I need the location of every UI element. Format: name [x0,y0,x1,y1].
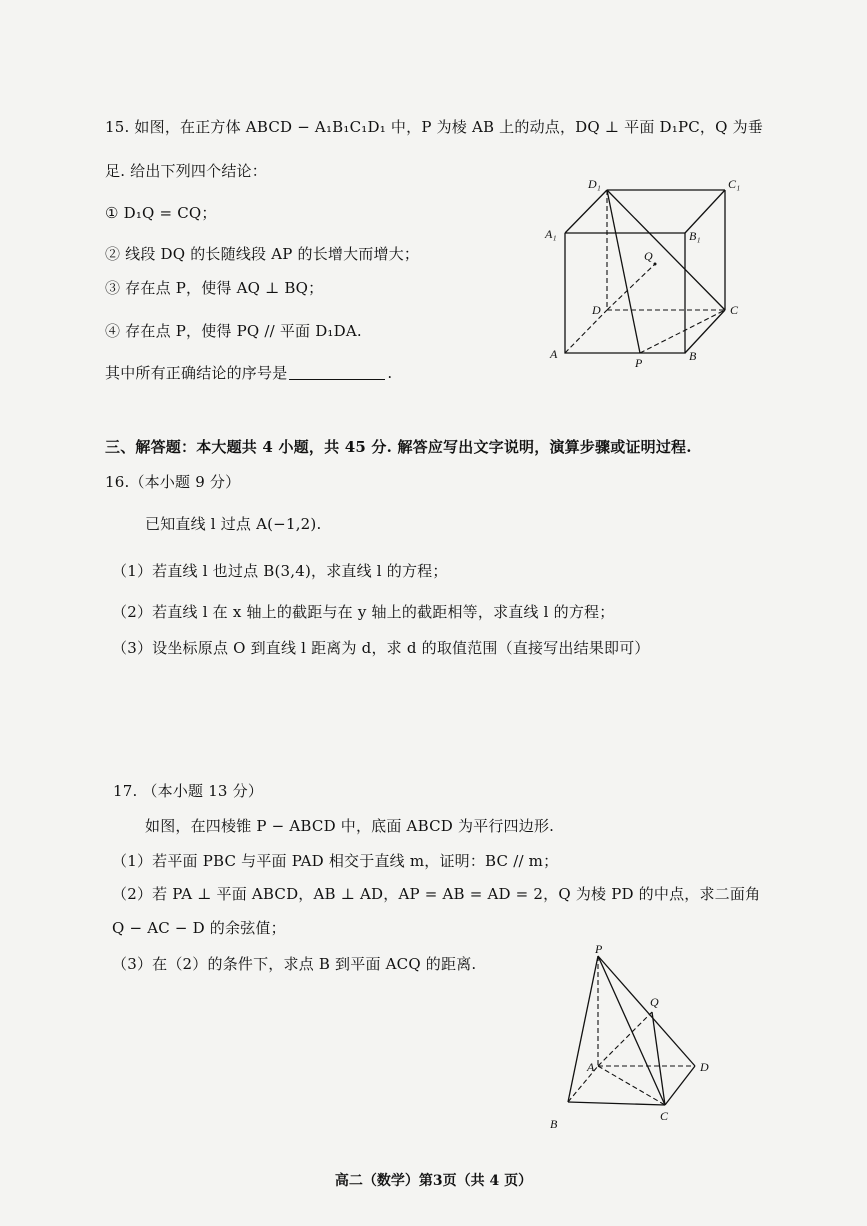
q17-part-1: （1）若平面 PBC 与平面 PAD 相交于直线 m，证明：BC // m； [112,852,559,870]
label-C: C [730,303,739,317]
q15-ask-text: 其中所有正确结论的序号是 [105,364,288,382]
label-P: P [635,356,643,370]
q15-ask-end: . [387,364,393,382]
label-C: C [660,1109,669,1123]
q17-part-3: （3）在（2）的条件下，求点 B 到平面 ACQ 的距离. [112,955,477,973]
label-B1: B₁ [689,229,701,243]
q16-part-3: （3）设坐标原点 O 到直线 l 距离为 d，求 d 的取值范围（直接写出结果即可） [112,639,650,657]
q17-intro: 如图，在四棱锥 P − ABCD 中，底面 ABCD 为平行四边形. [145,817,555,835]
q15-conclusion-2: ② 线段 DQ 的长随线段 AP 的长增大而增大； [105,245,420,263]
label-Q: Q [644,249,653,263]
page-footer: 高二（数学）第3页（共 4 页） [334,1173,533,1189]
q15-conclusion-3: ③ 存在点 P，使得 AQ ⊥ BQ； [105,279,324,297]
section-3-heading: 三、解答题：本大题共 4 小题，共 45 分. 解答应写出文字说明，演算步骤或证明过程. [105,438,692,456]
q16-part-2: （2）若直线 l 在 x 轴上的截距与在 y 轴上的截距相等，求直线 l 的方程； [112,603,615,621]
label-D: D [592,303,601,317]
label-P: P [595,942,603,956]
label-B: B [550,1117,558,1131]
label-D1: D₁ [588,177,601,191]
label-D: D [700,1060,709,1074]
answer-blank[interactable] [289,365,385,380]
q15-ask [105,362,392,383]
q15-conclusion-4: ④ 存在点 P，使得 PQ // 平面 D₁DA. [105,322,362,340]
q17-header: 17. （本小题 13 分） [113,782,264,800]
q15-line1: 15. 如图，在正方体 ABCD − A₁B₁C₁D₁ 中，P 为棱 AB 上的动点，DQ ⊥ 平面 D₁PC，Q 为垂 [105,118,763,136]
label-A1: A₁ [545,227,557,241]
label-Q: Q [650,995,659,1009]
q16-part-1: （1）若直线 l 也过点 B(3,4)，求直线 l 的方程； [112,562,448,580]
label-A: A [550,347,558,361]
q16-header: 16.（本小题 9 分） [105,473,241,491]
label-B: B [689,349,697,363]
q17-part-2a: （2）若 PA ⊥ 平面 ABCD，AB ⊥ AD，AP = AB = AD = 2，Q 为棱 PD 的中点，求二面角 [112,885,761,903]
q16-intro: 已知直线 l 过点 A(−1,2). [145,515,322,533]
pyramid-figure [540,942,730,1132]
label-C1: C₁ [728,177,740,191]
q17-part-2b: Q − AC − D 的余弦值； [112,919,286,937]
q15-conclusion-1: ① D₁Q = CQ； [105,204,217,222]
cube-figure [540,170,740,370]
q15-line2: 足. 给出下列四个结论： [105,162,267,180]
label-A: A [587,1060,595,1074]
